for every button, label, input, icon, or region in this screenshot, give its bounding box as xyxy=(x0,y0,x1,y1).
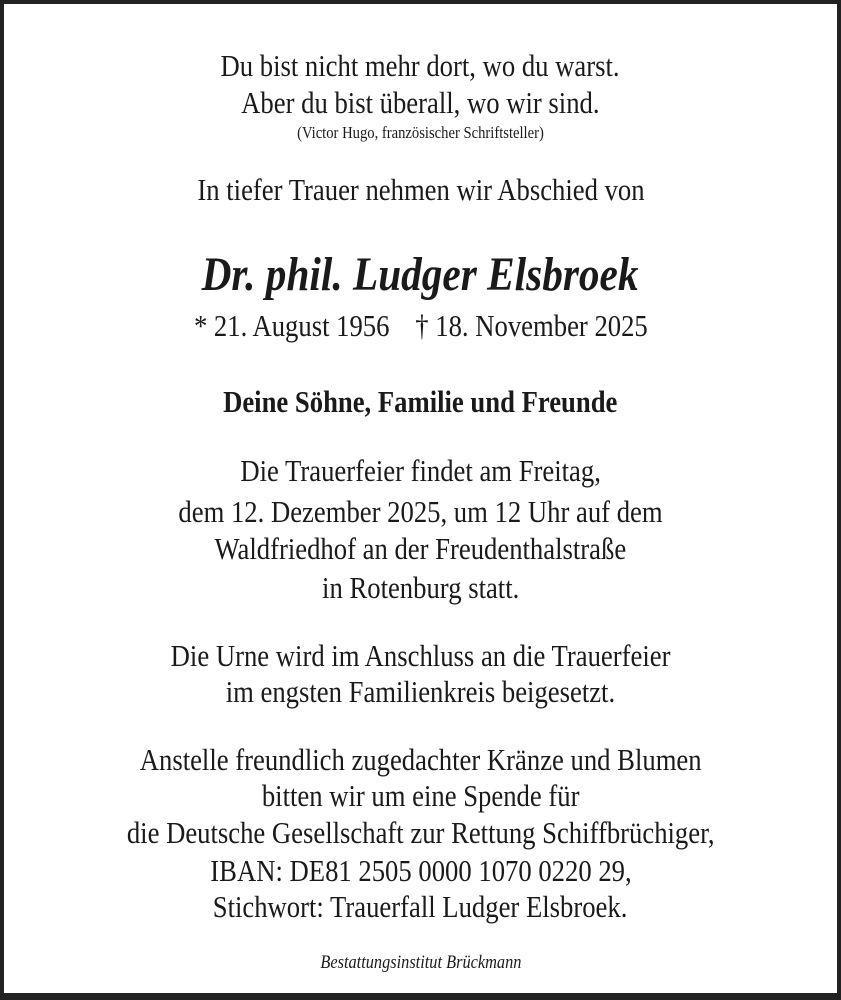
urn-line: im engsten Familienkreis beigesetzt. xyxy=(225,674,616,709)
donation-keyword: Stichwort: Trauerfall Ludger Elsbroek. xyxy=(213,889,628,924)
donation-line: Anstelle freundlich zugedachter Kränze und Blumen xyxy=(139,742,702,777)
quote-attribution: (Victor Hugo, französischer Schriftsteller) xyxy=(297,123,544,142)
ceremony-line: Waldfriedhof an der Freudenthalstraße xyxy=(214,531,627,566)
quote-line-2: Aber du bist überall, wo wir sind. xyxy=(241,85,600,120)
funeral-home-signature: Bestattungsinstitut Brückmann xyxy=(319,952,522,973)
donation-line: bitten wir um eine Spende für xyxy=(261,778,580,813)
death-date: † 18. November 2025 xyxy=(414,308,648,343)
life-dates xyxy=(0,310,841,341)
urn-line: Die Urne wird im Anschluss an die Trauerfeier xyxy=(170,638,671,673)
ceremony-line: Die Trauerfeier findet am Freitag, xyxy=(240,453,601,488)
ceremony-line: in Rotenburg statt. xyxy=(321,570,520,605)
mourners: Deine Söhne, Familie und Freunde xyxy=(223,384,618,419)
birth-date: * 21. August 1956 xyxy=(193,308,390,343)
donation-line: die Deutsche Gesellschaft zur Rettung Schiffbrüchiger, xyxy=(126,815,715,850)
donation-iban: IBAN: DE81 2505 0000 1070 0220 29, xyxy=(209,853,632,888)
ceremony-line: dem 12. Dezember 2025, um 12 Uhr auf dem xyxy=(178,494,663,529)
deceased-name: Dr. phil. Ludger Elsbroek xyxy=(202,248,639,301)
quote-line-1: Du bist nicht mehr dort, wo du warst. xyxy=(220,48,621,83)
intro-text: In tiefer Trauer nehmen wir Abschied von xyxy=(196,172,645,207)
